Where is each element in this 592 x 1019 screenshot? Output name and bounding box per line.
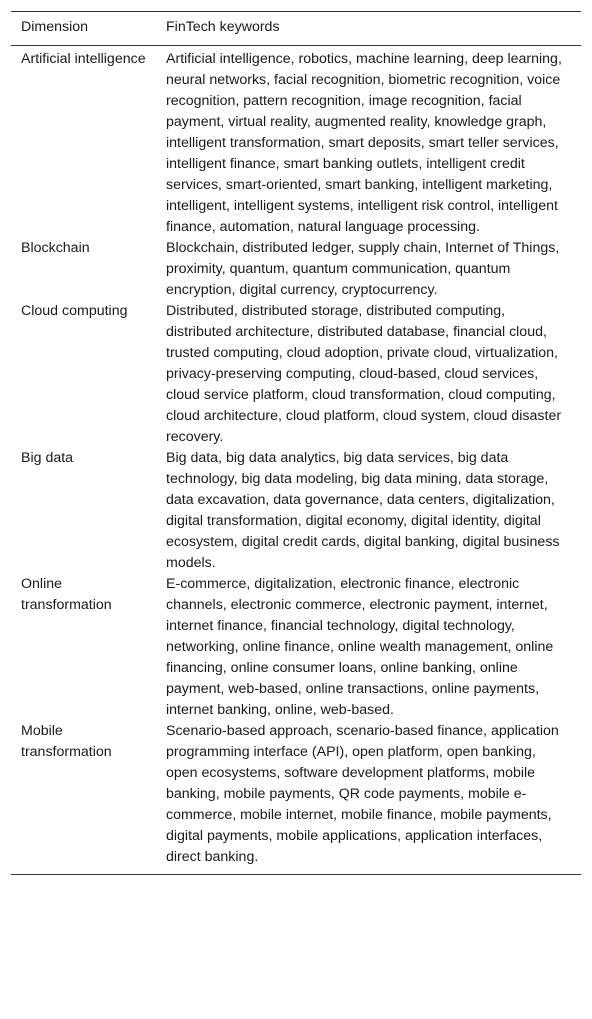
keywords-cell: Blockchain, distributed ledger, supply chain, Internet of Things, proximity, quantum, quantum communication, quantum encryption, digital currency, cryptocurrency.	[166, 240, 560, 298]
keywords-cell: E-commerce, digitalization, electronic finance, electronic channels, electronic commerce, electronic payment, internet, internet finance, financial technology, digital technology, networking, online finance, online wealth management, online financing, online consumer loans, online banking, online payment, web-based, online transactions, online payments, internet banking, online, web-based.	[166, 576, 554, 718]
fintech-keywords-table	[11, 11, 581, 875]
table-row	[11, 448, 581, 574]
dimension-cell: Cloud computing	[21, 303, 128, 319]
dimension-cell: Big data	[21, 450, 74, 466]
table-body	[11, 46, 581, 875]
table-row	[11, 721, 581, 875]
table-row	[11, 238, 581, 301]
header-row	[11, 12, 581, 46]
keywords-cell: Distributed, distributed storage, distributed computing, distributed architecture, distributed database, financial cloud, trusted computing, cloud adoption, private cloud, virtualization, privacy-preserving computing, cloud-based, cloud services, cloud service platform, cloud transformation, cloud computing, cloud architecture, cloud platform, cloud system, cloud disaster recovery.	[166, 303, 562, 445]
keywords-cell: Scenario-based approach, scenario-based finance, application programming interface (API), open platform, open banking, open ecosystems, software development platforms, mobile banking, mobile payments, QR code payments, mobile e-commerce, mobile internet, mobile finance, mobile payments, digital payments, mobile applications, application interfaces, direct banking.	[166, 723, 559, 865]
table-row	[11, 574, 581, 721]
header-fintech-keywords: FinTech keywords	[166, 19, 280, 35]
table-row	[11, 301, 581, 448]
dimension-cell: Artificial intelligence	[21, 51, 146, 67]
header-dimension: Dimension	[21, 19, 89, 35]
dimension-cell: Online transformation	[21, 576, 112, 613]
dimension-cell: Mobile transformation	[21, 723, 112, 760]
fintech-keywords-table-container	[11, 11, 581, 875]
dimension-cell: Blockchain	[21, 240, 90, 256]
table-row	[11, 46, 581, 239]
keywords-cell: Artificial intelligence, robotics, machine learning, deep learning, neural networks, facial recognition, biometric recognition, voice recognition, pattern recognition, image recognition, facial payment, virtual reality, augmented reality, knowledge graph, intelligent transformation, smart deposits, smart teller services, intelligent finance, smart banking outlets, intelligent credit services, smart-oriented, smart banking, intelligent marketing, intelligent, intelligent systems, intelligent risk control, intelligent finance, automation, natural language processing.	[166, 51, 562, 235]
table-header	[11, 12, 581, 46]
keywords-cell: Big data, big data analytics, big data services, big data technology, big data modeling, big data mining, data storage, data excavation, data governance, data centers, digitalization, digital transformation, digital economy, digital identity, digital ecosystem, digital credit cards, digital banking, digital business models.	[166, 450, 560, 571]
